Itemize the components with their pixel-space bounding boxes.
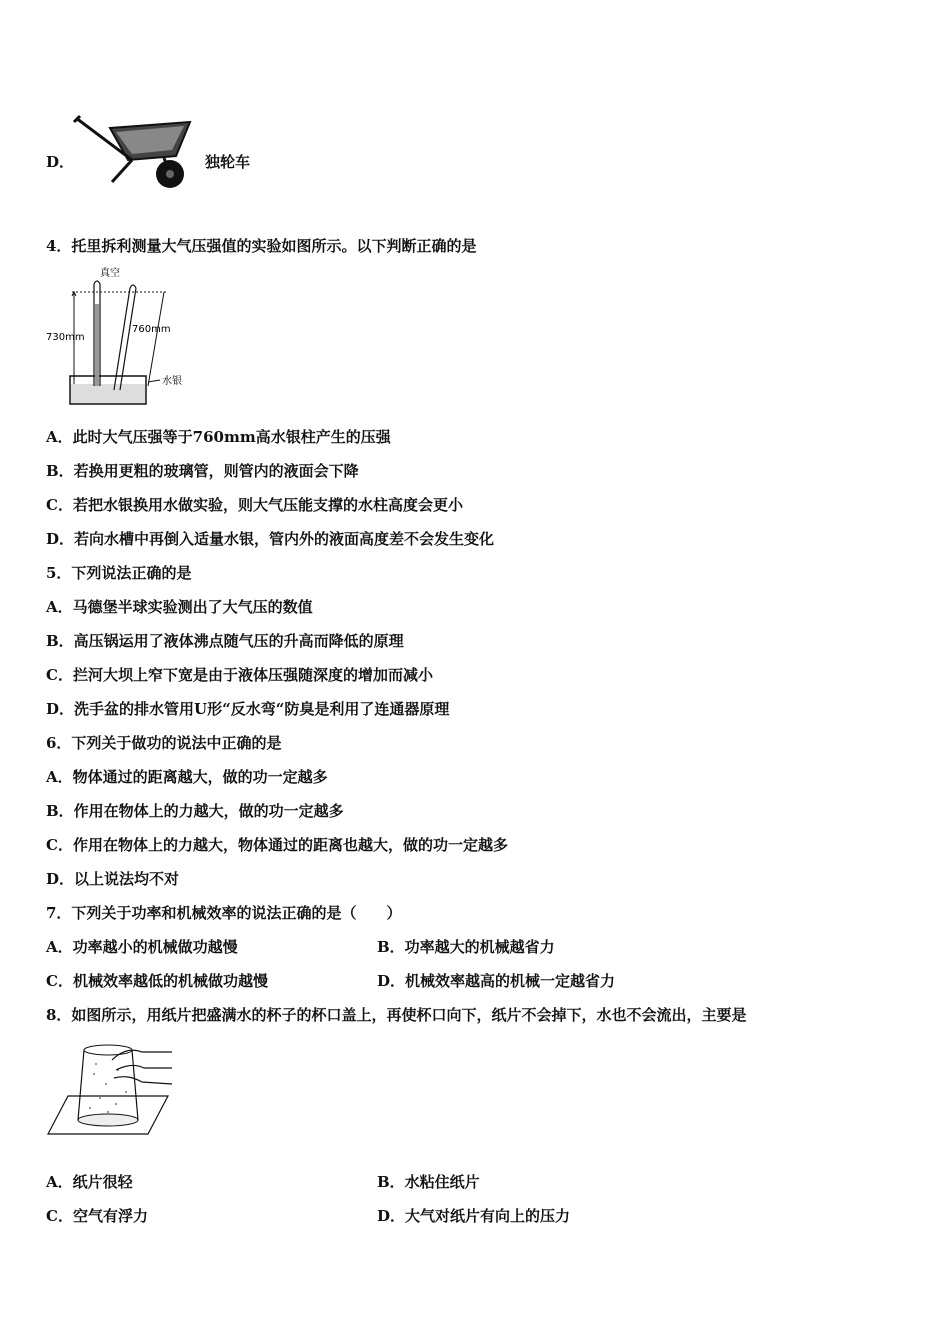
q5-stem: 5．下列说法正确的是 bbox=[46, 564, 192, 582]
q6-option-c: C．作用在物体上的力越大，物体通过的距离也越大，做的功一定越多 bbox=[46, 836, 508, 854]
q8-stem: 8．如图所示，用纸片把盛满水的杯子的杯口盖上，再使杯口向下，纸片不会掉下，水也不会流出，主要是 bbox=[46, 1006, 747, 1024]
q6-option-d: D．以上说法均不对 bbox=[46, 870, 180, 888]
q4-option-d: D．若向水槽中再倒入适量水银，管内外的液面高度差不会发生变化 bbox=[46, 530, 495, 548]
q8-option-d: D．大气对纸片有向上的压力 bbox=[377, 1207, 571, 1225]
height-730-label: 730mm bbox=[46, 332, 85, 343]
q5-option-c: C．拦河大坝上窄下宽是由于液体压强随深度的增加而减小 bbox=[46, 666, 433, 684]
q7-option-a: A．功率越小的机械做功越慢 bbox=[46, 938, 238, 956]
q8-option-a: A．纸片很轻 bbox=[46, 1173, 133, 1191]
vacuum-label: 真空 bbox=[100, 268, 120, 279]
q6-option-b: B．作用在物体上的力越大，做的功一定越多 bbox=[46, 802, 344, 820]
q6-stem: 6．下列关于做功的说法中正确的是 bbox=[46, 734, 282, 752]
length-760-label: 760mm bbox=[132, 324, 171, 335]
mercury-label: 水银 bbox=[162, 376, 182, 387]
q7-option-d: D．机械效率越高的机械一定越省力 bbox=[377, 972, 616, 990]
q5-option-b: B．高压锅运用了液体沸点随气压的升高而降低的原理 bbox=[46, 632, 404, 650]
q4-option-b: B．若换用更粗的玻璃管，则管内的液面会下降 bbox=[46, 462, 359, 480]
q6-option-a: A．物体通过的距离越大，做的功一定越多 bbox=[46, 768, 328, 786]
q7-stem: 7．下列关于功率和机械效率的说法正确的是（ ） bbox=[46, 904, 402, 922]
q5-option-d: D．洗手盆的排水管用U形“反水弯“防臭是利用了连通器原理 bbox=[46, 700, 450, 718]
torricelli-figure bbox=[44, 266, 194, 410]
q8-option-b: B．水粘住纸片 bbox=[377, 1173, 480, 1191]
q8-option-c: C．空气有浮力 bbox=[46, 1207, 148, 1225]
q3-option-d-letter: D． bbox=[46, 153, 75, 171]
q7-option-c: C．机械效率越低的机械做功越慢 bbox=[46, 972, 268, 990]
wheelbarrow-figure bbox=[72, 108, 198, 194]
q4-option-a: A．此时大气压强等于760mm高水银柱产生的压强 bbox=[46, 428, 391, 446]
q7-option-b: B．功率越大的机械越省力 bbox=[377, 938, 555, 956]
inverted-cup-figure bbox=[46, 1034, 176, 1142]
q3-option-d-caption: 独轮车 bbox=[205, 153, 251, 171]
q4-option-c: C．若把水银换用水做实验，则大气压能支撑的水柱高度会更小 bbox=[46, 496, 463, 514]
q4-stem: 4．托里拆利测量大气压强值的实验如图所示。以下判断正确的是 bbox=[46, 237, 477, 255]
q5-option-a: A．马德堡半球实验测出了大气压的数值 bbox=[46, 598, 313, 616]
